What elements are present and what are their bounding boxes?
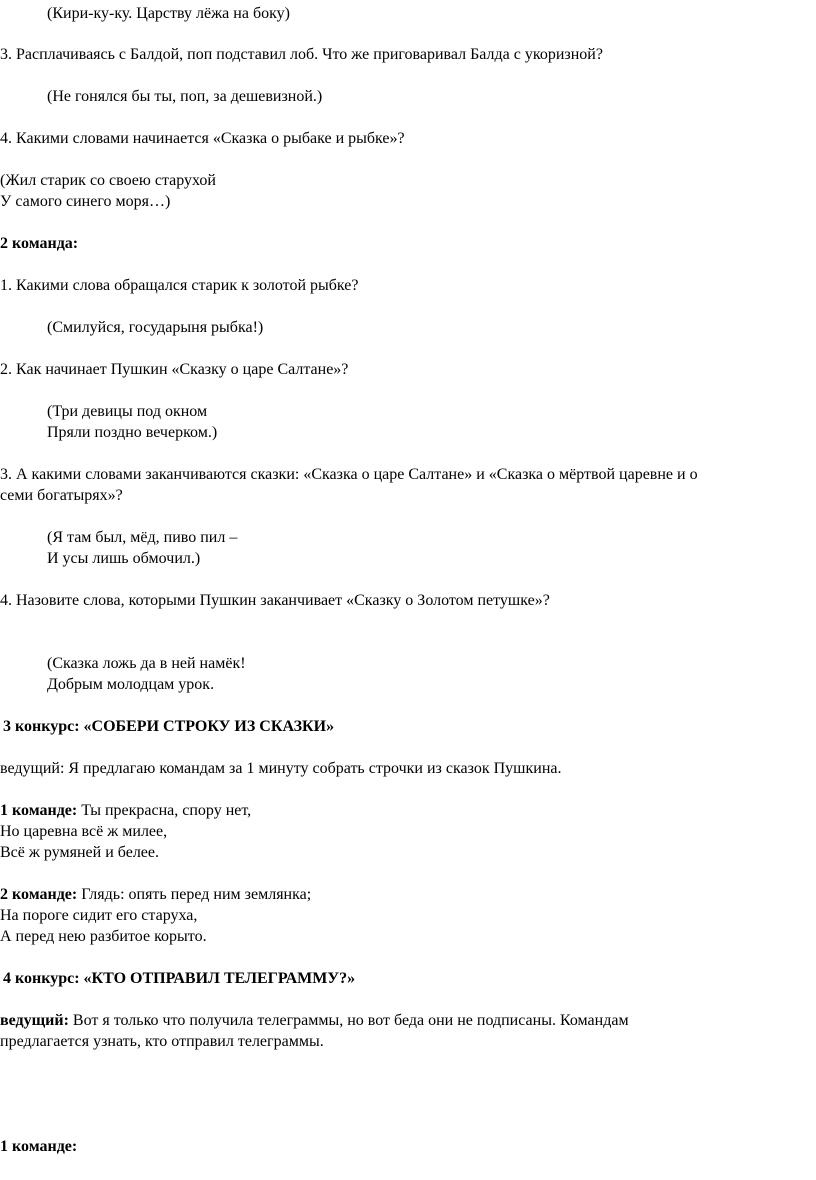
host-line xyxy=(0,1010,629,1031)
question-line: 3. Расплачиваясь с Балдой, поп подставил лоб. Что же приговаривал Балда с укоризной? xyxy=(0,46,603,63)
verse-text: Ты прекрасна, спору нет, xyxy=(77,802,252,819)
team-heading: 2 команда: xyxy=(0,235,79,252)
verse-line: Но царевна всё ж милее, xyxy=(0,823,168,840)
verse-line: Всё ж румяней и белее. xyxy=(0,844,159,861)
verse-text: Глядь: опять перед ним землянка; xyxy=(77,886,312,903)
host-text: Вот я только что получила телеграммы, но вот беда они не подписаны. Командам xyxy=(68,1012,629,1029)
answer-line: У самого синего моря…) xyxy=(0,193,171,210)
answer-line: И усы лишь обмочил.) xyxy=(47,550,201,567)
answer-line: Пряли поздно вечерком.) xyxy=(47,424,218,441)
verse-line: На пороге сидит его старуха, xyxy=(0,907,198,924)
host-line: ведущий: Я предлагаю командам за 1 минуту собрать строчки из сказок Пушкина. xyxy=(0,760,562,777)
contest-heading: 4 конкурс: «КТО ОТПРАВИЛ ТЕЛЕГРАММУ?» xyxy=(3,970,356,987)
question-line: 1. Какими слова обращался старик к золотой рыбке? xyxy=(0,277,359,294)
answer-line: (Жил старик со своею старухой xyxy=(0,172,216,189)
answer-line: (Кири-ку-ку. Царству лёжа на боку) xyxy=(47,5,290,22)
answer-line: (Сказка ложь да в ней намёк! xyxy=(47,655,246,672)
question-line: 3. А какими словами заканчиваются сказки: «Сказка о царе Салтане» и «Сказка о мёртвой царевне и о xyxy=(0,466,698,483)
answer-line: Добрым молодцам урок. xyxy=(47,676,215,693)
question-line: 4. Назовите слова, которыми Пушкин заканчивает «Сказку о Золотом петушке»? xyxy=(0,592,550,609)
answer-line: (Не гонялся бы ты, поп, за дешевизной.) xyxy=(47,88,323,105)
question-line: 2. Как начинает Пушкин «Сказку о царе Салтане»? xyxy=(0,361,349,378)
host-line: предлагается узнать, кто отправил телеграммы. xyxy=(0,1033,324,1050)
host-label: ведущий: xyxy=(0,1012,69,1029)
answer-line: (Я там был, мёд, пиво пил – xyxy=(47,529,238,546)
team-line xyxy=(0,884,311,905)
contest-heading: 3 конкурс: «СОБЕРИ СТРОКУ ИЗ СКАЗКИ» xyxy=(3,718,335,735)
team-line xyxy=(0,800,251,821)
question-line: 4. Какими словами начинается «Сказка о рыбаке и рыбке»? xyxy=(0,130,405,147)
verse-line: А перед нею разбитое корыто. xyxy=(0,928,207,945)
answer-line: (Три девицы под окном xyxy=(47,403,208,420)
team-label: 1 команде: xyxy=(0,802,78,819)
team-label: 2 команде: xyxy=(0,886,78,903)
team-heading: 1 команде: xyxy=(0,1138,78,1155)
question-line: семи богатырях»? xyxy=(0,487,123,504)
answer-line: (Смилуйся, государыня рыбка!) xyxy=(47,319,264,336)
